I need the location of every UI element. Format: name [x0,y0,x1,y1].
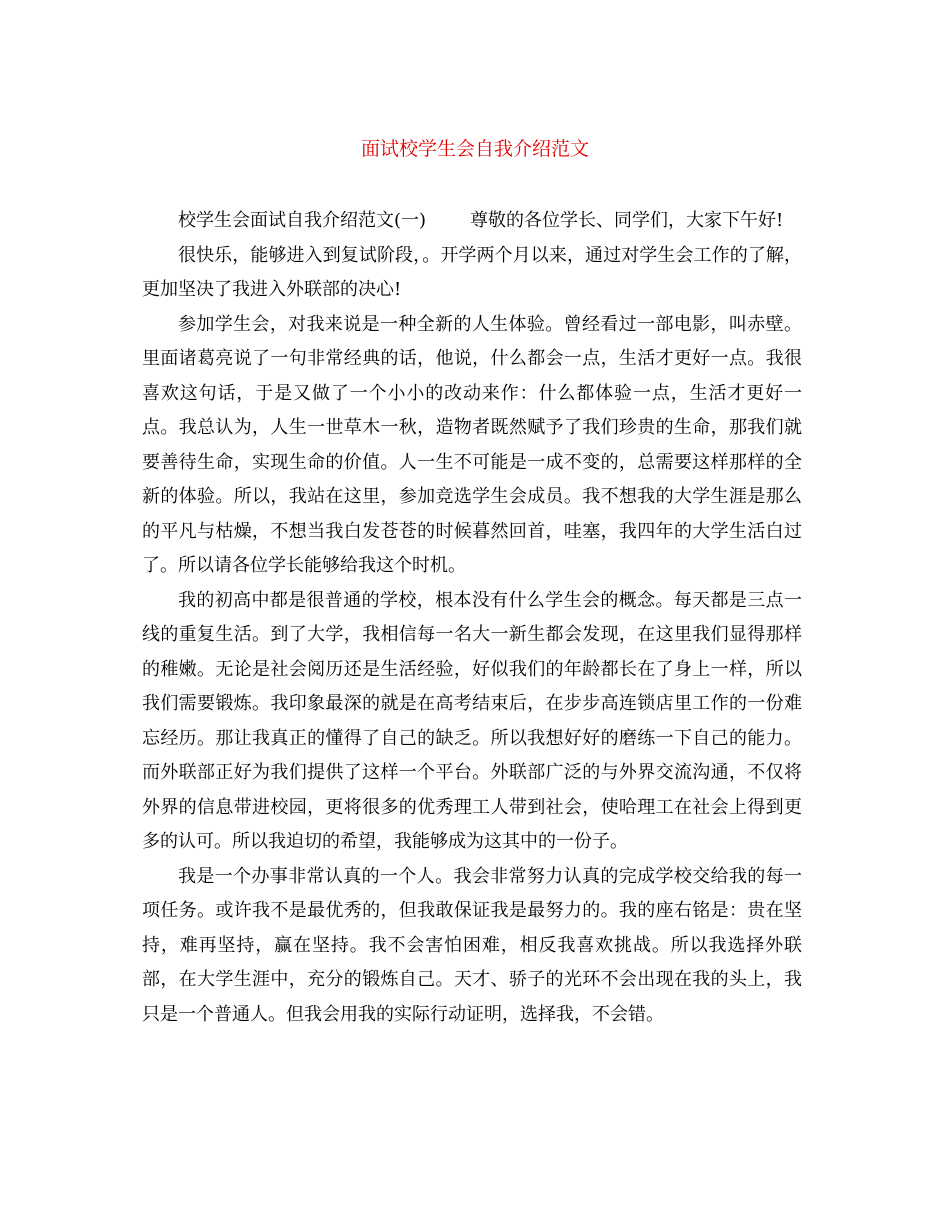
paragraph-4: 我是一个办事非常认真的一个人。我会非常努力认真的完成学校交给我的每一项任务。或许我不是最优秀的，但我敢保证我是最努力的。我的座右铭是：贵在坚持，难再坚持，赢在坚持。我不会害怕困难，相反我喜欢挑战。所以我选择外联部，在大学生涯中，充分的锻炼自己。天才、骄子的光环不会出现在我的头上，我只是一个普通人。但我会用我的实际行动证明，选择我，不会错。 [142,865,802,1025]
document-title: 面试校学生会自我介绍范文 [360,138,589,160]
intro-greeting: 尊敬的各位学长、同学们，大家下午好! [470,210,784,231]
paragraph-2: 参加学生会，对我来说是一种全新的人生体验。曾经看过一部电影，叫赤壁。里面诸葛亮说了一句非常经典的话，他说，什么都会一点，生活才更好一点。我很喜欢这句话，于是又做了一个小小的改动来作：什么都体验一点，生活才更好一点。我总认为，人生一世草木一秋，造物者既然赋予了我们珍贵的生命，那我们就要善待生命，实现生命的价值。人一生不可能是一成不变的，总需要这样那样的全新的体验。所以，我站在这里，参加竞选学生会成员。我不想我的大学生涯是那么的平凡与枯燥，不想当我白发苍苍的时候暮然回首，哇塞，我四年的大学生活白过了。所以请各位学长能够给我这个时机。 [142,313,802,576]
intro-paragraph [142,204,802,239]
paragraph-1: 很快乐，能够进入到复试阶段，。开学两个月以来，通过对学生会工作的了解，更加坚决了我进入外联部的决心! [142,244,802,300]
paragraph-3: 我的初高中都是很普通的学校，根本没有什么学生会的概念。每天都是三点一线的重复生活。到了大学，我相信每一名大一新生都会发现，在这里我们显得那样的稚嫩。无论是社会阅历还是生活经验，好似我们的年龄都长在了身上一样，所以我们需要锻炼。我印象最深的就是在高考结束后，在步步高连锁店里工作的一份难忘经历。那让我真正的懂得了自己的缺乏。所以我想好好的磨练一下自己的能力。而外联部正好为我们提供了这样一个平台。外联部广泛的与外界交流沟通，不仅将外界的信息带进校园，更将很多的优秀理工人带到社会，使哈理工在社会上得到更多的认可。所以我迫切的希望，我能够成为这其中的一份子。 [142,589,802,852]
intro-heading: 校学生会面试自我介绍范文(一) [178,210,427,231]
document-body [142,204,802,1032]
